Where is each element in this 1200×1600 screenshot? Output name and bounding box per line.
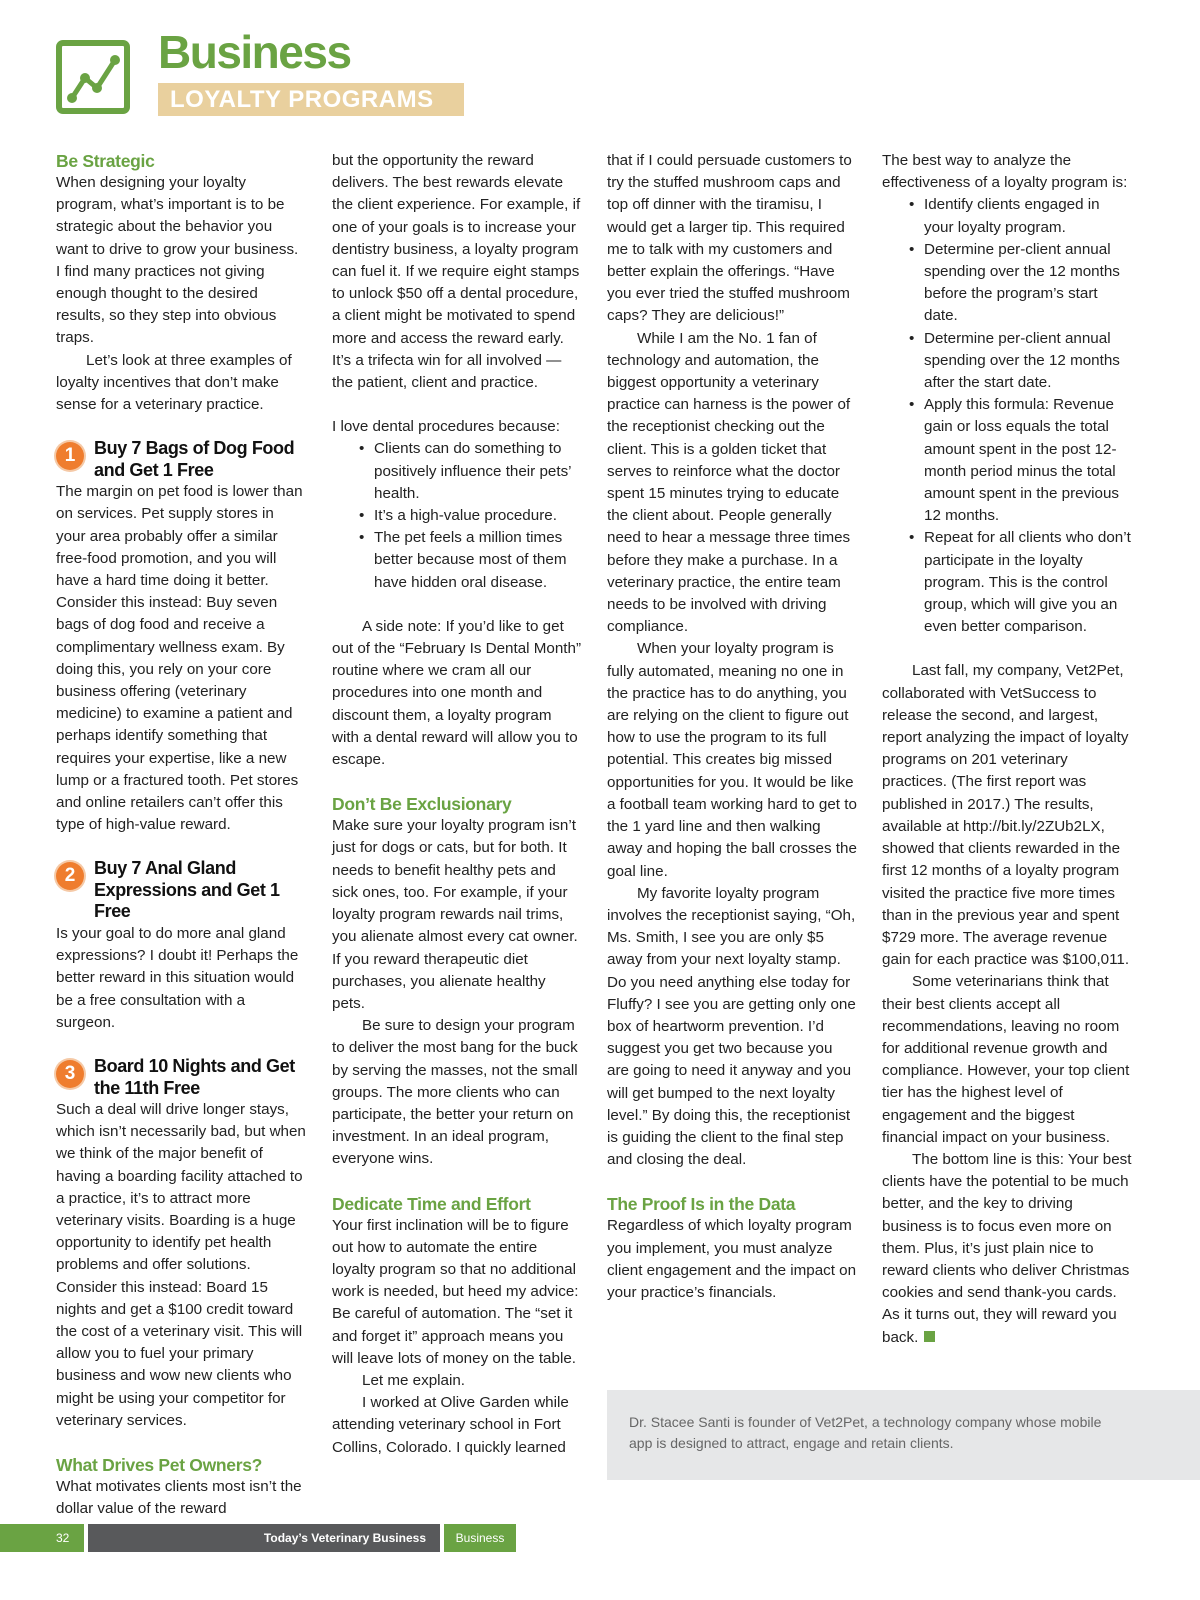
paragraph: Regardless of which loyalty program you implement, you must analyze client engagement and the impact on your practice’s financials. <box>607 1217 857 1301</box>
paragraph: A side note: If you’d like to get out of the “February Is Dental Month” routine where we cram all our procedures into one month and discount them, a loyalty program with a dental reward will allow you to escape. <box>332 617 582 769</box>
paragraph: When designing your loyalty program, what’s important is to be strategic about the behavior you want to drive to grow your business. I find many practices not giving enough thought to the desired results, so they step into obvious traps. <box>56 174 299 347</box>
subhead-dedicate: Dedicate Time and Effort <box>332 1193 531 1214</box>
article-column-1 <box>56 150 306 1520</box>
paragraph: The best way to analyze the effectiveness of a loyalty program is: <box>882 152 1128 192</box>
list-item: • It’s a high-value procedure. <box>374 505 582 527</box>
bullet-list <box>332 438 582 593</box>
bullet-list <box>882 194 1132 638</box>
author-bio-text: Dr. Stacee Santi is founder of Vet2Pet, a technology company whose mobile app is designed to attract, engage and retain clients. <box>629 1414 1102 1451</box>
trend-line-chart-icon <box>56 40 130 114</box>
page-header <box>56 26 476 116</box>
page-footer <box>0 1524 520 1552</box>
list-item: • Clients can do something to positively influence their pets’ health. <box>374 438 582 505</box>
subhead-what-drives: What Drives Pet Owners? <box>56 1455 263 1476</box>
paragraph: Is your goal to do more anal gland expressions? I doubt it! Perhaps the better reward in this situation would be a free consultation with a surgeon. <box>56 924 299 1031</box>
paragraph: Let me explain. <box>362 1371 465 1389</box>
paragraph <box>882 1149 1132 1349</box>
footer-section-tab: Business <box>444 1524 516 1552</box>
paragraph: Your first inclination will be to figure out how to automate the entire loyalty program so that no additional work is needed, but heed my advice: Be careful of automation. The “set it and forget it” approach means you will leave lots of money on the table. <box>332 1216 579 1367</box>
numbered-heading-2 <box>56 858 306 923</box>
numbered-heading-text: Board 10 Nights and Get the 11th Free <box>94 1056 295 1098</box>
number-badge-2: 2 <box>56 862 84 890</box>
paragraph: The margin on pet food is lower than on services. Pet supply stores in your area probably offer a similar free-food promotion, and you will have a hard time doing it better. Consider this instead: Buy seven bags of dog food and receive a complimentary wellness exam. By doing this, you rely on your core business offering (veterinary medicine) to examine a patient and perhaps identify something that requires your expertise, like a new lump or a fractured tooth. Pet stores and online retailers can’t offer this type of high-value reward. <box>56 483 303 834</box>
paragraph: Some veterinarians think that their best clients accept all recommendations, leaving no room for additional revenue growth and compliance. However, your top client tier has the highest level of engagement and the biggest financial impact on your business. <box>882 973 1130 1146</box>
list-item: • The pet feels a million times better because most of them have hidden oral disease. <box>374 527 582 594</box>
paragraph: Such a deal will drive longer stays, which isn’t necessarily bad, but when we think of the major benefit of having a boarding facility attached to a practice, it’s to attract more veterinary visits. Boarding is a huge opportunity to identify pet health problems and offer solutions. Consider this instead: Board 15 nights and get a $100 credit toward the cost of a veterinary visit. This will allow you to fuel your primary business and wow new clients who might be using your competitor for veterinary services. <box>56 1101 306 1429</box>
paragraph: What motivates clients most isn’t the dollar value of the reward <box>56 1478 302 1518</box>
article-column-2 <box>332 150 582 1459</box>
list-item: • Identify clients engaged in your loyalty program. <box>924 194 1132 238</box>
paragraph: I worked at Olive Garden while attending veterinary school in Fort Collins, Colorado. I quickly learned <box>332 1394 569 1456</box>
paragraph: When your loyalty program is fully automated, meaning no one in the practice has to do anything, you are relying on the client to figure out how to use the program to its full potential. This creates big missed opportunities for you. It would be like a football team working hard to get to the 1 yard line and then walking away and hoping the ball crosses the goal line. <box>607 640 857 880</box>
paragraph: Last fall, my company, Vet2Pet, collaborated with VetSuccess to release the second, and largest, report analyzing the impact of loyalty programs on 201 veterinary practices. (The first report was published in 2017.) The results, available at http://bit.ly/2ZUb2LX, showed that clients rewarded in the first 12 months of a loyalty program visited the practice five more times than in the previous year and spent $729 more. The average revenue gain for each practice was $100,011. <box>882 662 1130 969</box>
subhead-be-strategic: Be Strategic <box>56 151 155 171</box>
paragraph: Be sure to design your program to deliver the most bang for the buck by serving the masses, not the small groups. The more clients who can participate, the better your return on investment. In an ideal program, everyone wins. <box>332 1017 578 1168</box>
subsection-title: LOYALTY PROGRAMS <box>170 86 434 113</box>
number-badge-1: 1 <box>56 442 84 470</box>
subhead-proof: The Proof Is in the Data <box>607 1194 796 1215</box>
number-badge-3: 3 <box>56 1060 84 1088</box>
list-item: • Apply this formula: Revenue gain or loss equals the total amount spent in the post 12-month period minus the total amount spent in the previous 12 months. <box>924 394 1132 527</box>
article-column-3 <box>607 150 857 1304</box>
paragraph: that if I could persuade customers to try the stuffed mushroom caps and top off dinner with the tiramisu, I would get a larger tip. This required me to talk with my customers and better explain the offerings. “Have you ever tried the stuffed mushroom caps? They are delicious!” <box>607 152 852 325</box>
page-number: 32 <box>0 1524 84 1552</box>
closing-text: The bottom line is this: Your best clients have the potential to be much better, and the key to driving business is to focus even more on them. Plus, it’s just plain nice to reward clients who deliver Christmas cookies and send thank-you cards. As it turns out, they will reward you back. <box>882 1150 1132 1346</box>
paragraph: but the opportunity the reward delivers. The best rewards elevate the client experience. For example, if one of your goals is to increase your dentistry business, a loyalty program can fuel it. If we require eight stamps to unlock $50 off a dental procedure, a client might be motivated to spend more and access the reward early. It’s a trifecta win for all involved — the patient, client and practice. <box>332 152 581 392</box>
subhead-exclusionary: Don’t Be Exclusionary <box>332 794 512 815</box>
numbered-heading-text: Buy 7 Bags of Dog Food and Get 1 Free <box>94 438 295 480</box>
paragraph: Make sure your loyalty program isn’t just for dogs or cats, but for both. It needs to benefit healthy pets and sick ones, too. For example, if your loyalty program rewards nail trims, you alienate almost every cat owner. If you reward therapeutic diet purchases, you alienate healthy pets. <box>332 817 578 1012</box>
paragraph: Let’s look at three examples of loyalty incentives that don’t make sense for a veterinary practice. <box>56 351 292 414</box>
numbered-heading-3 <box>56 1056 306 1099</box>
magazine-bar <box>88 1524 440 1552</box>
magazine-title: Today’s Veterinary Business <box>263 1531 426 1545</box>
list-item: • Determine per-client annual spending over the 12 months after the start date. <box>924 328 1132 395</box>
end-mark-icon <box>924 1331 935 1342</box>
paragraph: My favorite loyalty program involves the receptionist saying, “Oh, Ms. Smith, I see you are only $5 away from your next loyalty stamp. Do you need anything else today for Fluffy? I see you are getting only one box of heartworm prevention. I’d suggest you get two because you are going to need it anyway and you will get bumped to the next loyalty level.” By doing this, the receptionist is guiding the client to the final step and closing the deal. <box>607 884 856 1169</box>
section-title: Business <box>158 26 351 78</box>
article-column-4 <box>882 150 1132 1349</box>
list-item: • Repeat for all clients who don’t participate in the loyalty program. This is the control group, which will give you an even better comparison. <box>924 527 1132 638</box>
paragraph: I love dental procedures because: <box>332 418 560 436</box>
numbered-heading-text: Buy 7 Anal Gland Expressions and Get 1 Free <box>94 858 280 922</box>
numbered-heading-1 <box>56 438 306 481</box>
list-item: • Determine per-client annual spending over the 12 months before the program’s start date. <box>924 239 1132 328</box>
author-bio-box <box>607 1390 1200 1480</box>
paragraph: While I am the No. 1 fan of technology and automation, the biggest opportunity a veterinary practice can harness is the power of the receptionist checking out the client. This is a golden ticket that serves to reinforce what the doctor spent 15 minutes trying to educate the client about. People generally need to hear a message three times before they make a purchase. In a veterinary practice, the entire team needs to be involved with driving compliance. <box>607 329 851 636</box>
